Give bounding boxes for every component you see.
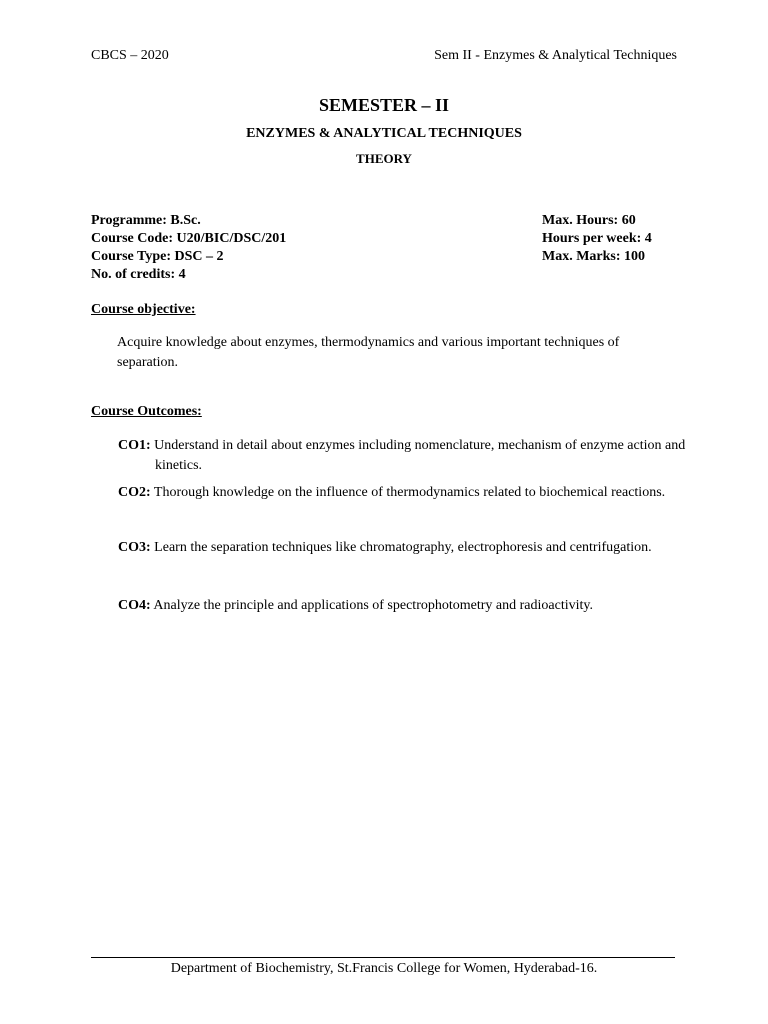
programme-line: Programme: B.Sc. bbox=[91, 213, 201, 228]
outcome-text: Learn the separation techniques like chromatography, electrophoresis and centrifugation. bbox=[154, 540, 652, 555]
hours-per-week-line: Hours per week: 4 bbox=[542, 231, 652, 246]
outcome-text: Understand in detail about enzymes including nomenclature, mechanism of enzyme action and kinetics. bbox=[154, 438, 686, 473]
course-code-line: Course Code: U20/BIC/DSC/201 bbox=[91, 231, 287, 246]
outcome-code: CO3: bbox=[118, 540, 151, 555]
header-right: Sem II - Enzymes & Analytical Techniques bbox=[434, 48, 677, 63]
semester-title: SEMESTER – II bbox=[318, 95, 450, 115]
outcome-code: CO2: bbox=[118, 485, 151, 500]
objective-heading: Course objective: bbox=[91, 302, 196, 317]
footer-text: Department of Biochemistry, St.Francis College for Women, Hyderabad-16. bbox=[170, 961, 598, 976]
outcomes-heading: Course Outcomes: bbox=[91, 404, 202, 419]
course-details-right bbox=[542, 212, 652, 266]
max-hours-line: Max. Hours: 60 bbox=[542, 213, 636, 228]
objective-text: Acquire knowledge about enzymes, thermodynamics and various important techniques of separation. bbox=[117, 335, 620, 370]
outcome-item bbox=[118, 483, 715, 503]
subject-title: ENZYMES & ANALYTICAL TECHNIQUES bbox=[246, 126, 522, 141]
credits-line: No. of credits: 4 bbox=[91, 267, 186, 282]
outcome-item bbox=[118, 436, 715, 476]
outcome-code: CO4: bbox=[118, 598, 151, 613]
outcome-text: Thorough knowledge on the influence of thermodynamics related to biochemical reactions. bbox=[153, 485, 666, 500]
outcome-code: CO1: bbox=[118, 438, 151, 453]
header-left: CBCS – 2020 bbox=[91, 48, 169, 63]
footer-divider bbox=[91, 957, 675, 958]
outcome-item bbox=[118, 596, 715, 616]
outcome-item bbox=[118, 538, 715, 558]
course-type-line: Course Type: DSC – 2 bbox=[91, 249, 224, 264]
theory-label: THEORY bbox=[356, 151, 412, 166]
outcome-text: Analyze the principle and applications of spectrophotometry and radioactivity. bbox=[153, 598, 593, 613]
course-details-left bbox=[91, 212, 286, 284]
max-marks-line: Max. Marks: 100 bbox=[542, 249, 646, 264]
